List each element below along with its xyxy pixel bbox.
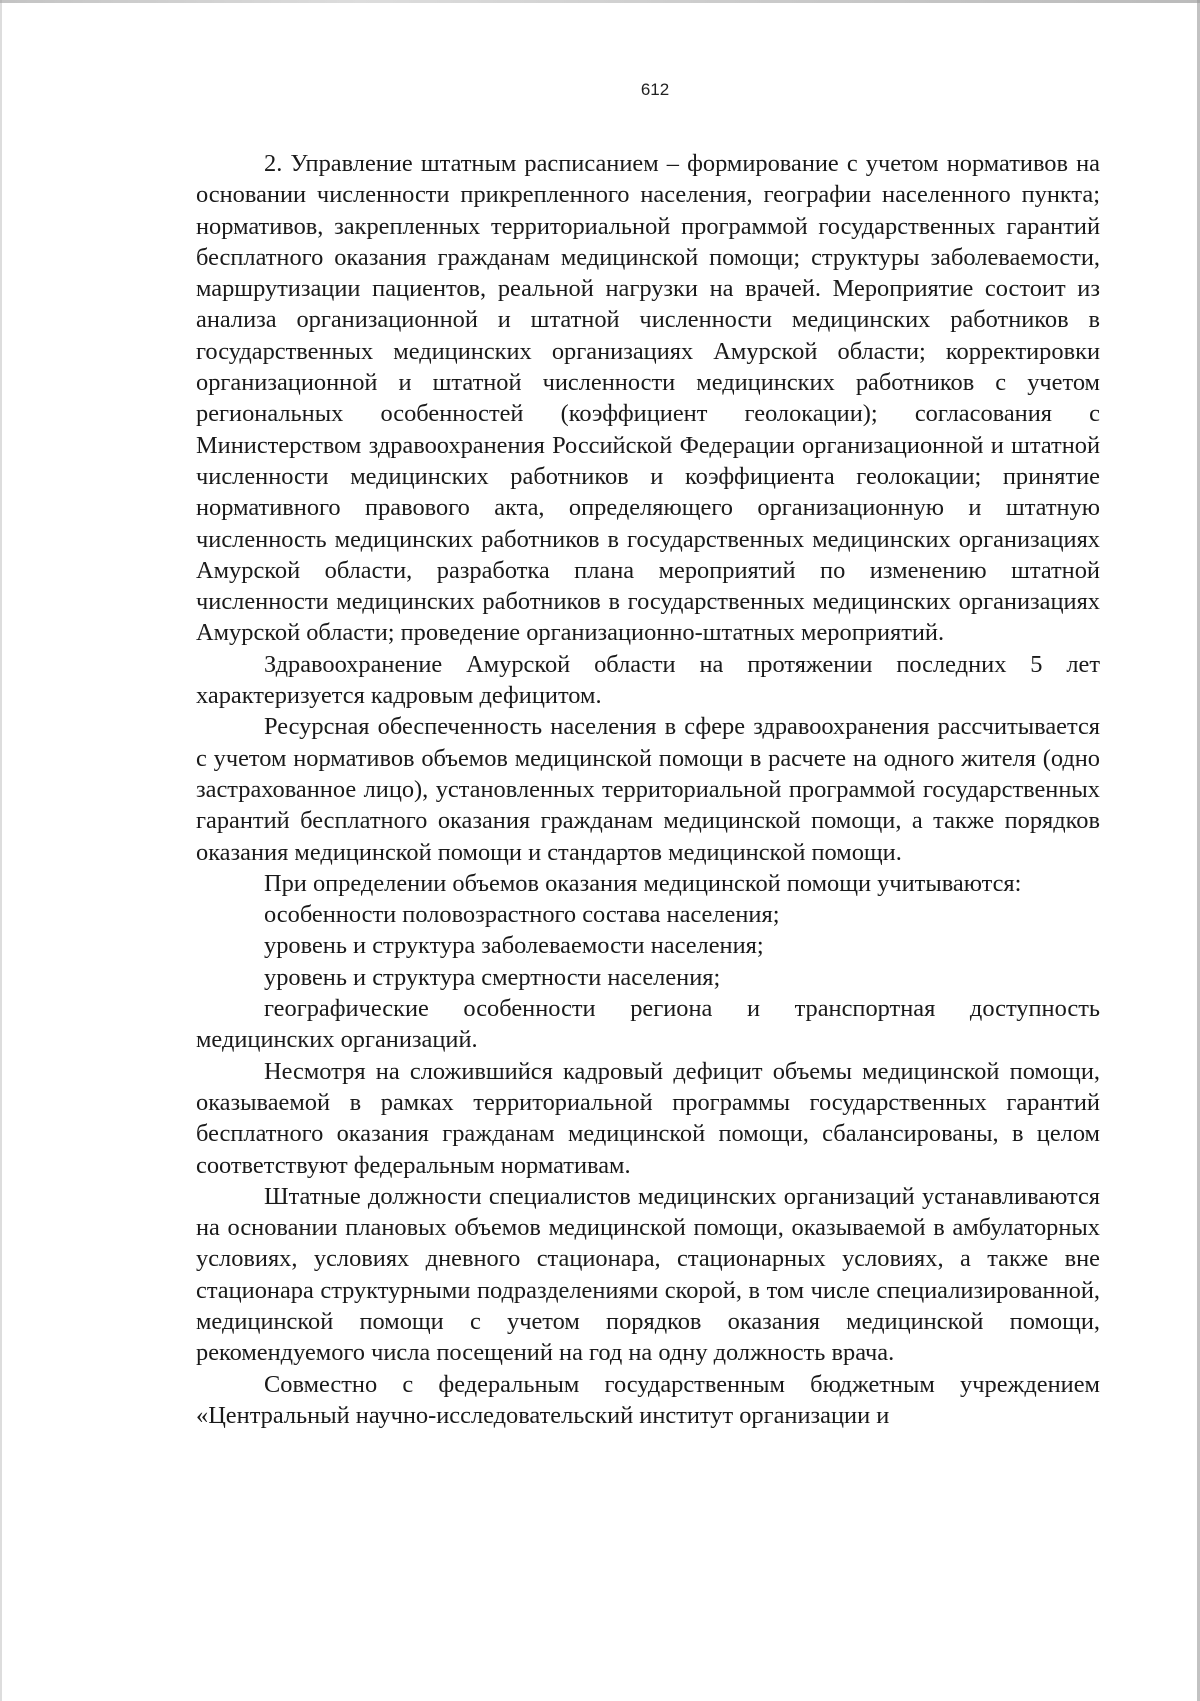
document-body [196,148,1100,1431]
list-item-geography: географические особенности региона и транспортная доступность медицинских организаций. [196,995,1100,1054]
list-item-mortality: уровень и структура смертности населения; [264,963,721,991]
list-item-morbidity: уровень и структура заболеваемости населения; [264,932,764,960]
paragraph-resource-provision: Ресурсная обеспеченность населения в сфере здравоохранения рассчитывается с учетом нормативов объемов медицинской помощи в расчете на одного жителя (одно застрахованное лицо), установленных территориальной программой государственных гарантий бесплатного оказания гражданам медицинской помощи, а также порядков оказания медицинской помощи и стандартов медицинской помощи. [196,713,1100,866]
paragraph-joint-institute: Совместно с федеральным государственным бюджетным учреждением «Центральный научно-исследовательский институт организации и [196,1370,1100,1429]
scan-edge-top [0,0,1200,3]
paragraph-staff-deficit: Здравоохранение Амурской области на протяжении последних 5 лет характеризуется кадровым дефицитом. [196,650,1100,710]
list-item-age-sex-composition: особенности половозрастного состава населения; [264,901,780,929]
paragraph-staff-positions: Штатные должности специалистов медицинских организаций устанавливаются на основании плановых объемов медицинской помощи, оказываемой в амбулаторных условиях, условиях дневного стационара, стационарных условиях, а также вне стационара структурными подразделениями скорой, в том числе специализированной, медицинской помощи с учетом порядков оказания медицинской помощи, рекомендуемого числа посещений на год на одну должность врача. [196,1182,1100,1367]
paragraph-volume-criteria-intro: При определении объемов оказания медицинской помощи учитываются: [264,869,1022,897]
paragraph-staffing-management: 2. Управление штатным расписанием – формирование с учетом нормативов на основании численности прикрепленного населения, географии населенного пункта; нормативов, закрепленных территориальной программой государственных гарантий бесплатного оказания гражданам медицинской помощи; структуры заболеваемости, маршрутизации пациентов, реальной нагрузки на врачей. Мероприятие состоит из анализа организационной и штатной численности медицинских работников в государственных медицинских организациях Амурской области; корректировки организационной и штатной численности медицинских работников с учетом региональных особенностей (коэффициент геолокации); согласования с Министерством здравоохранения Российской Федерации организационной и штатной численности медицинских работников и коэффициента геолокации; принятие нормативного правового акта, определяющего организационную и штатную численность медицинских работников в государственных медицинских организациях Амурской области, разработка плана мероприятий по изменению штатной численности медицинских работников в государственных медицинских организациях Амурской области; проведение организационно-штатных мероприятий. [196,150,1100,647]
page-number: 612 [640,80,670,99]
paragraph-balanced-volumes: Несмотря на сложившийся кадровый дефицит объемы медицинской помощи, оказываемой в рамках территориальной программы государственных гарантий бесплатного оказания гражданам медицинской помощи, сбалансированы, в целом соответствуют федеральным нормативам. [196,1057,1100,1179]
scan-edge-left [0,0,2,1701]
